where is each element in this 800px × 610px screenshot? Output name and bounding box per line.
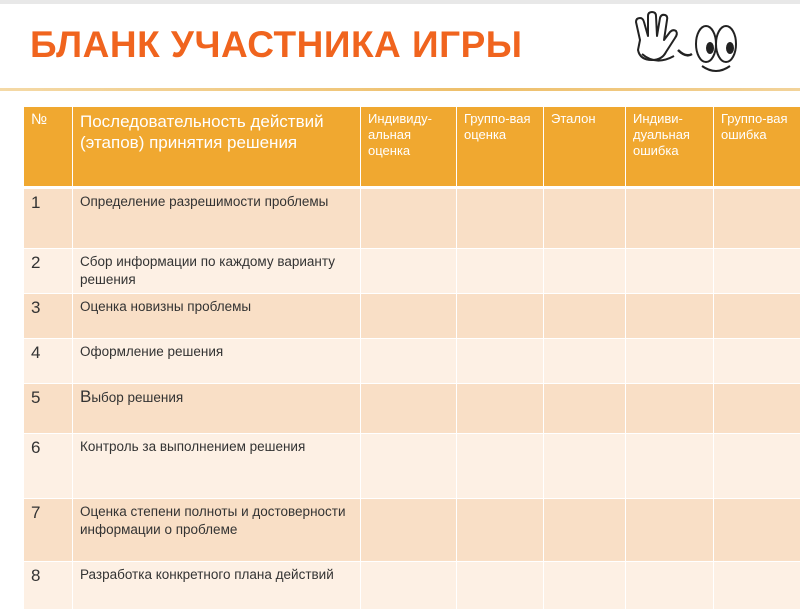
individual-error-cell[interactable] (626, 188, 714, 249)
row-step-rest: ыбор решения (91, 390, 183, 405)
group-score-cell[interactable] (457, 384, 544, 434)
standard-cell[interactable] (544, 499, 626, 562)
standard-cell[interactable] (544, 294, 626, 339)
individual-score-cell[interactable] (361, 294, 457, 339)
individual-score-cell[interactable] (361, 339, 457, 384)
group-error-cell[interactable] (714, 339, 800, 384)
header-group-score: Группо-вая оценка (457, 107, 544, 188)
individual-error-cell[interactable] (626, 384, 714, 434)
table-row (24, 249, 800, 294)
header-sequence: Последовательность действий (этапов) принятия решения (73, 107, 361, 188)
header-number: № (24, 107, 73, 188)
group-score-cell[interactable] (457, 249, 544, 294)
group-error-cell[interactable] (714, 499, 800, 562)
individual-score-cell[interactable] (361, 384, 457, 434)
row-step: Сбор информации по каждому варианту решения (73, 249, 361, 294)
individual-score-cell[interactable] (361, 249, 457, 294)
individual-score-cell[interactable] (361, 434, 457, 499)
row-step: Разработка конкретного плана действий (73, 562, 361, 610)
group-score-cell[interactable] (457, 339, 544, 384)
row-number: 4 (24, 339, 73, 384)
individual-score-cell[interactable] (361, 562, 457, 610)
title-divider (0, 88, 800, 91)
group-error-cell[interactable] (714, 384, 800, 434)
standard-cell[interactable] (544, 188, 626, 249)
group-error-cell[interactable] (714, 249, 800, 294)
row-step-initial: В (80, 387, 91, 406)
individual-score-cell[interactable] (361, 188, 457, 249)
individual-error-cell[interactable] (626, 294, 714, 339)
row-number: 8 (24, 562, 73, 610)
group-error-cell[interactable] (714, 562, 800, 610)
standard-cell[interactable] (544, 339, 626, 384)
table-header-row (24, 107, 800, 188)
standard-cell[interactable] (544, 562, 626, 610)
top-border (0, 0, 800, 4)
table-row (24, 294, 800, 339)
row-number: 6 (24, 434, 73, 499)
row-step: Оценка степени полноты и достоверности информации о проблеме (73, 499, 361, 562)
table-row (24, 339, 800, 384)
row-step: Контроль за выполнением решения (73, 434, 361, 499)
header-individual-score: Индивиду-альная оценка (361, 107, 457, 188)
waving-hand-eyes-icon (626, 10, 746, 80)
row-number: 5 (24, 384, 73, 434)
individual-error-cell[interactable] (626, 249, 714, 294)
participant-form-table (23, 106, 800, 610)
row-step: Оценка новизны проблемы (73, 294, 361, 339)
standard-cell[interactable] (544, 384, 626, 434)
group-score-cell[interactable] (457, 434, 544, 499)
row-number: 1 (24, 188, 73, 249)
row-step (73, 384, 361, 434)
row-step: Оформление решения (73, 339, 361, 384)
individual-error-cell[interactable] (626, 499, 714, 562)
individual-error-cell[interactable] (626, 339, 714, 384)
group-error-cell[interactable] (714, 434, 800, 499)
table-row (24, 384, 800, 434)
row-number: 7 (24, 499, 73, 562)
group-error-cell[interactable] (714, 188, 800, 249)
group-score-cell[interactable] (457, 294, 544, 339)
table-row (24, 434, 800, 499)
group-score-cell[interactable] (457, 188, 544, 249)
standard-cell[interactable] (544, 249, 626, 294)
group-error-cell[interactable] (714, 294, 800, 339)
page-title: БЛАНК УЧАСТНИКА ИГРЫ (30, 24, 523, 66)
row-number: 3 (24, 294, 73, 339)
table-row (24, 188, 800, 249)
row-step: Определение разрешимости проблемы (73, 188, 361, 249)
group-score-cell[interactable] (457, 562, 544, 610)
row-number: 2 (24, 249, 73, 294)
individual-error-cell[interactable] (626, 562, 714, 610)
standard-cell[interactable] (544, 434, 626, 499)
table-row (24, 499, 800, 562)
individual-score-cell[interactable] (361, 499, 457, 562)
table-row (24, 562, 800, 610)
group-score-cell[interactable] (457, 499, 544, 562)
header-standard: Эталон (544, 107, 626, 188)
individual-error-cell[interactable] (626, 434, 714, 499)
header-group-error: Группо-вая ошибка (714, 107, 800, 188)
header-individual-error: Индиви-дуальная ошибка (626, 107, 714, 188)
